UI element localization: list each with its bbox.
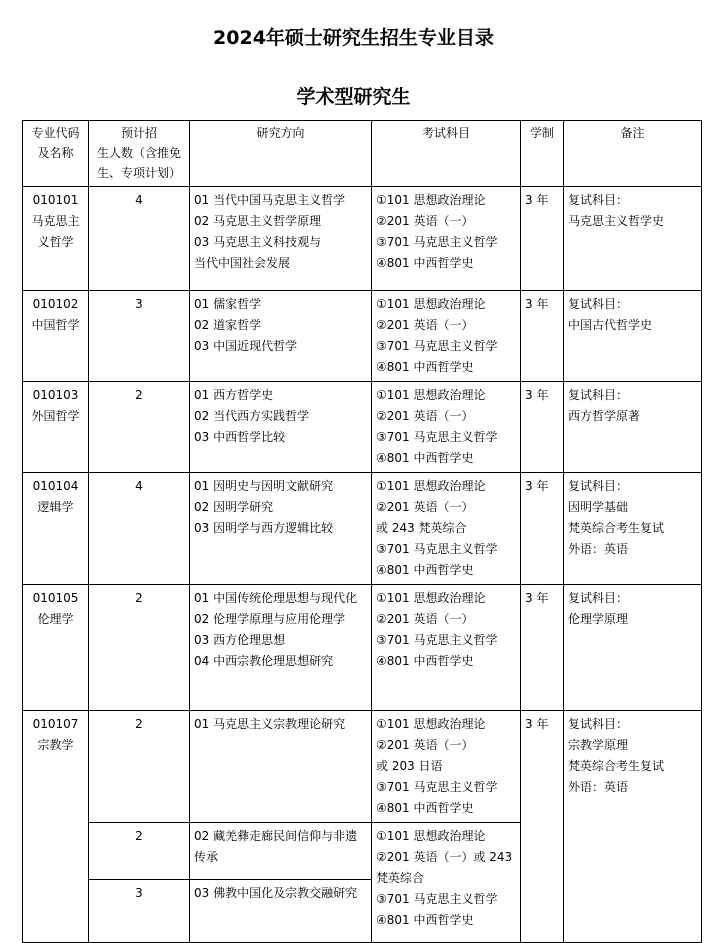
header-direction: 研究方向 <box>190 121 372 187</box>
notes-cell: 复试科目： 因明学基础 梵英综合考生复试 外语：英语 <box>564 473 702 585</box>
program-code-cell: 010107 宗教学 <box>23 711 89 943</box>
notes-cell: 复试科目： 马克思主义哲学史 <box>564 187 702 291</box>
notes-cell: 复试科目： 宗教学原理 梵英综合考生复试 外语：英语 <box>564 711 702 943</box>
notes-cell: 复试科目： 伦理学原理 <box>564 585 702 711</box>
header-row <box>23 121 702 187</box>
exam-cell: ①101 思想政治理论 ②201 英语（一） 或 203 日语 ③701 马克思主义哲学 ④801 中西哲学史 <box>372 711 521 823</box>
program-catalog-table <box>22 120 702 943</box>
table-row <box>23 473 702 585</box>
plan-count-cell: 2 <box>89 823 190 880</box>
exam-cell: ①101 思想政治理论 ②201 英语（一）或 243 梵英综合 ③701 马克思主义哲学 ④801 中西哲学史 <box>372 823 521 943</box>
table-row <box>23 585 702 711</box>
notes-cell: 复试科目： 中国古代哲学史 <box>564 291 702 382</box>
document-title: 2024年硕士研究生招生专业目录 <box>213 27 494 49</box>
years-cell: 3 年 <box>521 473 564 585</box>
notes-cell: 复试科目： 西方哲学原著 <box>564 382 702 473</box>
years-cell: 3 年 <box>521 711 564 943</box>
plan-count-cell: 3 <box>89 291 190 382</box>
direction-cell: 01 中国传统伦理思想与现代化 02 伦理学原理与应用伦理学 03 西方伦理思想 04 中西宗教伦理思想研究 <box>190 585 372 711</box>
header-exam: 考试科目 <box>372 121 521 187</box>
program-code-cell: 010105 伦理学 <box>23 585 89 711</box>
direction-cell: 01 儒家哲学 02 道家哲学 03 中国近现代哲学 <box>190 291 372 382</box>
direction-cell: 01 因明史与因明文献研究 02 因明学研究 03 因明学与西方逻辑比较 <box>190 473 372 585</box>
exam-cell: ①101 思想政治理论 ②201 英语（一） ③701 马克思主义哲学 ④801 中西哲学史 <box>372 187 521 291</box>
table-row <box>23 382 702 473</box>
years-cell: 3 年 <box>521 382 564 473</box>
plan-count-cell: 4 <box>89 473 190 585</box>
program-code-cell: 010103 外国哲学 <box>23 382 89 473</box>
exam-cell: ①101 思想政治理论 ②201 英语（一） 或 243 梵英综合 ③701 马克思主义哲学 ④801 中西哲学史 <box>372 473 521 585</box>
plan-count-cell: 2 <box>89 711 190 823</box>
section-title: 学术型研究生 <box>296 86 411 108</box>
header-years: 学制 <box>521 121 564 187</box>
header-notes: 备注 <box>564 121 702 187</box>
direction-cell: 02 藏羌彝走廊民间信仰与非遗 传承 <box>190 823 372 880</box>
exam-cell: ①101 思想政治理论 ②201 英语（一） ③701 马克思主义哲学 ④801 中西哲学史 <box>372 382 521 473</box>
plan-count-cell: 2 <box>89 382 190 473</box>
header-plan: 预计招 生人数（含推免 生、专项计划） <box>89 121 190 187</box>
table-row <box>23 187 702 291</box>
plan-count-cell: 4 <box>89 187 190 291</box>
header-code: 专业代码 及名称 <box>23 121 89 187</box>
direction-cell: 03 佛教中国化及宗教交融研究 <box>190 880 372 943</box>
years-cell: 3 年 <box>521 585 564 711</box>
direction-cell: 01 西方哲学史 02 当代西方实践哲学 03 中西哲学比较 <box>190 382 372 473</box>
plan-count-cell: 2 <box>89 585 190 711</box>
direction-cell: 01 当代中国马克思主义哲学 02 马克思主义哲学原理 03 马克思主义科技观与 当代中国社会发展 <box>190 187 372 291</box>
years-cell: 3 年 <box>521 291 564 382</box>
program-code-cell: 010101 马克思主 义哲学 <box>23 187 89 291</box>
years-cell: 3 年 <box>521 187 564 291</box>
exam-cell: ①101 思想政治理论 ②201 英语（一） ③701 马克思主义哲学 ④801 中西哲学史 <box>372 585 521 711</box>
exam-cell: ①101 思想政治理论 ②201 英语（一） ③701 马克思主义哲学 ④801 中西哲学史 <box>372 291 521 382</box>
direction-cell: 01 马克思主义宗教理论研究 <box>190 711 372 823</box>
program-code-cell: 010102 中国哲学 <box>23 291 89 382</box>
table-row <box>23 711 702 823</box>
table-row <box>23 291 702 382</box>
program-code-cell: 010104 逻辑学 <box>23 473 89 585</box>
plan-count-cell: 3 <box>89 880 190 943</box>
